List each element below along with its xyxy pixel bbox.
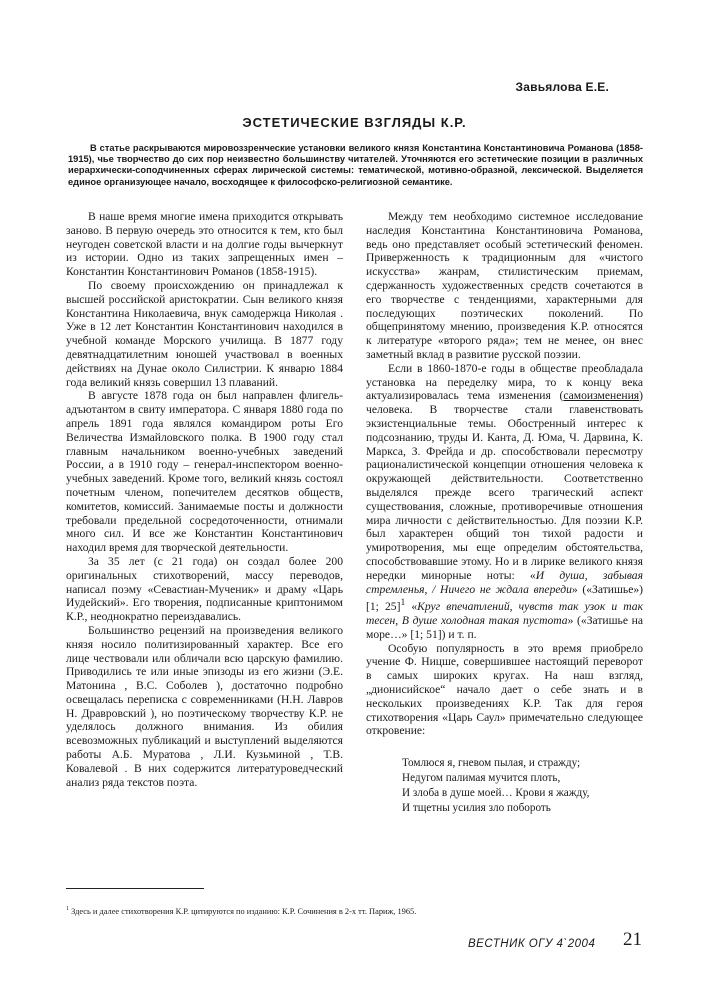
poem-quote xyxy=(402,756,643,816)
footnote-text: Здесь и далее стихотворения К.Р. цитируются по изданию: К.Р. Сочинения в 2-х тт. Париж, 1965. xyxy=(71,906,417,916)
footnote xyxy=(66,906,416,916)
footnote-mark: 1 xyxy=(66,906,69,912)
text-run: » («Затишье на море…» [1; 51]) и т. п. xyxy=(366,613,643,641)
italic-quote: И душа, забывая стремленья, / Ничего не ждала впереди xyxy=(366,568,643,596)
paragraph: В августе 1878 года он был направлен флигель-адъютантом в свиту императора. С января 1880 года по апрель 1891 года являлся командиром роты Его Величества Измайловского полка. В 1900 году стал главным начальником военно-учебных заведений России, а в 1910 году – генерал-инспектором военно-учебных заведений. Кроме того, великий князь состоял почетным членом, попечителем десятков обществ, комитетов, комиссий. Занимаемые посты и должности требовали предельной сосредоточенности, отнимали много сил. И все же Константин Константинович находил время для творческой деятельности. xyxy=(66,389,343,555)
italic-quote: Круг впечатлений, чувств так узок и так тесен, В душе холодная такая пустота xyxy=(366,600,643,627)
author-name: Завьялова Е.Е. xyxy=(515,80,609,94)
poem-line: Недугом палимая мучится плоть, xyxy=(402,772,561,785)
paragraph: Между тем необходимо системное исследование наследия Константина Константиновича Романова, ведь оно представляет особый эстетический феномен. Приверженность к традиционным для «чистого искусства» жанрам, стилистическим приемам, сдержанность художественных средств сочетаются в его творчестве с тенденциями, характерными для последующих поэтических поколений. По общепринятому мнению, произведения К.Р. относятся к литературе «второго ряда»; тем не менее, он внес заметный вклад в развитие русской поэзии. xyxy=(366,210,643,361)
paragraph: Большинство рецензий на произведения великого князя носило политизированный характер. Все его лице чествовали или обличали всю царскую фамилию. Приводились те или иные эпизоды из его жизни (Э.Е. Матонина , В.С. Соболев ), достаточно подробно освещалась переписка с современниками (Н.Н. Лавров Н. Дравровский ), но поэтическому творчеству К.Р. не уделялось должного внимания. Из обилия всевозможных публикаций и выступлений выделяются работы А.Б. Муратова , Л.И. Кузьминой , Т.В. Ковалевой . В них содержится литературоведческий анализ ряда текстов поэта. xyxy=(66,623,343,789)
article-title: ЭСТЕТИЧЕСКИЕ ВЗГЛЯДЫ К.Р. xyxy=(242,115,467,130)
text-run: « xyxy=(405,600,418,614)
footnote-divider xyxy=(66,888,204,889)
paragraph: По своему происхождению он принадлежал к высшей российской аристократии. Сын великого князя Константина Николаевича, внук самодержца Николая . Уже в 12 лет Константин Константинович находился в учебной команде Морского училища. В 1877 году девятнадцатилетним юношей участвовал в военных действиях на Дунае около Силистрии. К январю 1884 года великий князь совершил 13 плаваний. xyxy=(66,278,343,389)
left-column xyxy=(66,210,343,789)
paragraph: За 35 лет (с 21 года) он создал более 200 оригинальных стихотворений, массу переводов, написал поэму «Севастиан-Мученик» и драму «Царь Иудейский». Его творения, подписанные криптонимом К.Р., неоднократно переиздавались. xyxy=(66,554,343,624)
page-number: 21 xyxy=(623,929,642,950)
abstract: В статье раскрываются мировоззренческие установки великого князя Константина Константиновича Романова (1858-1915), чье творчество до сих пор неизвестно большинству читателей. Уточняются его эстетические позиции в различных иерархически-соподчиненных сферах лирической системы: тематической, мотивно-образной, лексической. Выделяется единое организующее начало, восходящее к философско-религиозной семантике. xyxy=(68,143,643,187)
text-run: ) человека. В творчестве стали главенствовать экзистенциальные темы. Обостренный интерес к подсознанию, труды И. Канта, Д. Юма, Ч. Дарвина, К. Маркса, З. Фрейда и др. способствовали пересмотру рационалистической концепции отношения человека к окружающей действительности. Соответственно выделялся прежде всего трагический аспект существования, сложные, противоречивые отношения мира личности с действительностью. Для поэзии К.Р. был характерен общий тон тихой радости и умиротворения, мы еще определим обстоятельства, способствовавшие этому. Но и в лирике великого князя нередки минорные ноты: « xyxy=(366,389,643,582)
poem-line: И злоба в душе моей… Крови я жажду, xyxy=(402,787,590,800)
text-run: » («Затишье») [1; 25] xyxy=(366,582,644,614)
paragraph xyxy=(366,362,643,642)
poem-line: Томлюся я, гневом пылая, и стражду; xyxy=(402,757,581,770)
poem-line: И тщетны усилия зло побороть xyxy=(402,802,551,815)
text-run: Если в 1860-1870-е годы в обществе преобладала установка на переделку мира, то к концу века актуализировалась тема изменения ( xyxy=(366,361,643,403)
paragraph: Особую популярность в это время приобрело учение Ф. Ницше, совершившее настоящий переворот в самых широких кругах. На наш взгляд, „дионисийское“ начало дает о себе знать и в нескольких произведениях К.Р. Так для героя стихотворения «Царь Саул» примечательно следующее откровение: xyxy=(366,641,643,738)
underlined-term: самоизменения xyxy=(563,389,640,403)
paragraph: В наше время многие имена приходится открывать заново. В первую очередь это относится к тем, кто был неугоден советской власти и на долгие годы вычеркнут из истории. Одно из таких запрещенных имен – Константин Константинович Романов (1858-1915). xyxy=(66,210,343,279)
footnote-mark: 1 xyxy=(400,597,406,609)
journal-name: ВЕСТНИК ОГУ 4`2004 xyxy=(468,938,596,950)
right-column xyxy=(366,210,643,816)
